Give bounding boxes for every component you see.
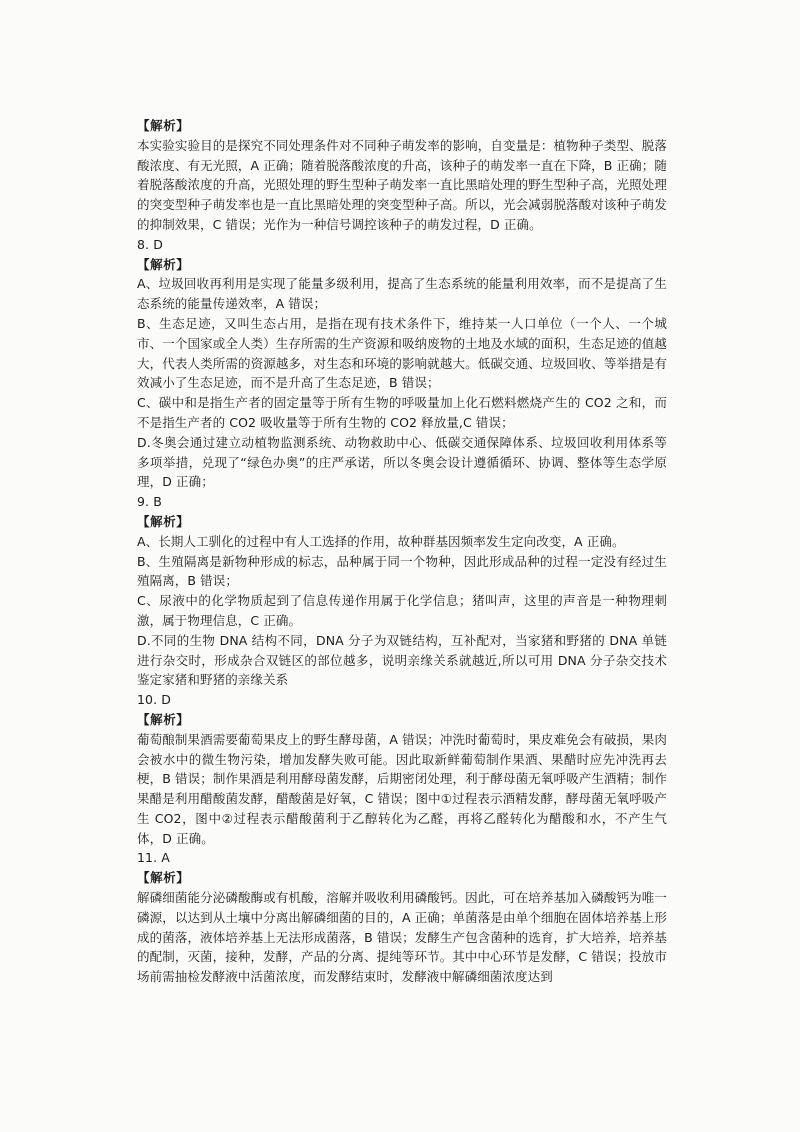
explanation-paragraph: A、垃圾回收再利用是实现了能量多级利用，提高了生态系统的能量利用效率，而不是提高了生态系统的能量传递效率，A 错误； xyxy=(137,276,667,312)
question-answer: 10. D xyxy=(137,692,171,708)
question-answer: 8. D xyxy=(137,236,163,252)
explanation-paragraph: B、生态足迹，又叫生态占用，是指在现有技术条件下，维持某一人口单位（一个人、一个城市、一个国家或全人类）生存所需的生产资源和吸纳废物的土地及水域的面积，生态足迹的值越大，代表人类所需的资源越多，对生态和环境的影响就越大。低碳交通、垃圾回收、等举措是有效减小了生态足迹，而不是升高了生态足迹，B 错误； xyxy=(137,315,667,391)
explanation-paragraph: A、长期人工驯化的过程中有人工选择的作用，故种群基因频率发生定向改变，A 正确。 xyxy=(137,533,625,549)
analysis-heading: 【解析】 xyxy=(137,711,190,727)
explanation-paragraph: C、尿液中的化学物质起到了信息传递作用属于化学信息；猪叫声，这里的声音是一种物理刺激，属于物理信息，C 正确。 xyxy=(137,593,667,628)
explanation-paragraph: D.不同的生物 DNA 结构不同，DNA 分子为双链结构，互补配对，当家猪和野猪的 DNA 单链进行杂交时，形成杂合双链区的部位越多，说明亲缘关系就越近,所以可用 DNA 分子杂交技术鉴定家猪和野猪的亲缘关系 xyxy=(137,632,667,688)
question-answer: 11. A xyxy=(137,850,170,866)
answer-explanation-text xyxy=(137,116,667,987)
analysis-heading: 【解析】 xyxy=(137,513,190,529)
analysis-heading: 【解析】 xyxy=(137,256,190,272)
analysis-heading: 【解析】 xyxy=(137,118,190,133)
explanation-paragraph: C、碳中和是指生产者的固定量等于所有生物的呼吸量加上化石燃料燃烧产生的 CO2 之和，而不是指生产者的 CO2 吸收量等于所有生物的 CO2 释放量,C 错误； xyxy=(137,395,667,430)
explanation-paragraph: 解磷细菌能分泌磷酸酶或有机酸，溶解并吸收利用磷酸钙。因此，可在培养基加入磷酸钙为唯一磷源，以达到从土壤中分离出解磷细菌的目的，A 正确；单菌落是由单个细胞在固体培养基上形成的菌落，液体培养基上无法形成菌落，B 错误；发酵生产包含菌种的选育，扩大培养，培养基的配制，灭菌，接种，发酵，产品的分离、提纯等环节。其中中心环节是发酵，C 错误；投放市场前需抽检发酵液中活菌浓度，而发酵结束时，发酵液中解磷细菌浓度达到 xyxy=(137,890,667,985)
explanation-paragraph: D.冬奥会通过建立动植物监测系统、动物救助中心、低碳交通保障体系、垃圾回收利用体系等多项举措，兑现了“绿色办奥”的庄严承诺，所以冬奥会设计遵循循环、协调、整体等生态学原理，D 正确； xyxy=(137,434,667,490)
question-answer: 9. B xyxy=(137,494,162,510)
analysis-heading: 【解析】 xyxy=(137,870,190,886)
explanation-paragraph: 本实验实验目的是探究不同处理条件对不同种子萌发率的影响，自变量是：植物种子类型、脱落酸浓度、有无光照，A 正确；随着脱落酸浓度的升高，该种子的萌发率一直在下降，B 正确；随着脱落酸浓度的升高，光照处理的野生型种子萌发率一直比黑暗处理的野生型种子高，光照处理的突变型种子萌发率也是一直比黑暗处理的突变型种子高。所以，光会减弱脱落酸对该种子萌发的抑制效果，C 错误；光作为一种信号调控该种子的萌发过程，D 正确。 xyxy=(137,137,667,232)
explanation-paragraph: 葡萄酿制果酒需要葡萄果皮上的野生酵母菌，A 错误；冲洗时葡萄时，果皮难免会有破损，果肉会被水中的微生物污染，增加发酵失败可能。因此取新鲜葡萄制作果酒、果醋时应先冲洗再去梗，B 错误；制作果酒是利用酵母菌发酵，后期密闭处理，利于酵母菌无氧呼吸产生酒精；制作果醋是利用醋酸菌发酵，醋酸菌是好氧，C 错误；图中①过程表示酒精发酵，酵母菌无氧呼吸产生 CO2，图中②过程表示醋酸菌利于乙醇转化为乙醛，再将乙醛转化为醋酸和水，不产生气体，D 正确。 xyxy=(137,731,667,846)
explanation-paragraph: B、生殖隔离是新物种形成的标志，品种属于同一个物种，因此形成品种的过程一定没有经过生殖隔离，B 错误； xyxy=(137,553,667,589)
